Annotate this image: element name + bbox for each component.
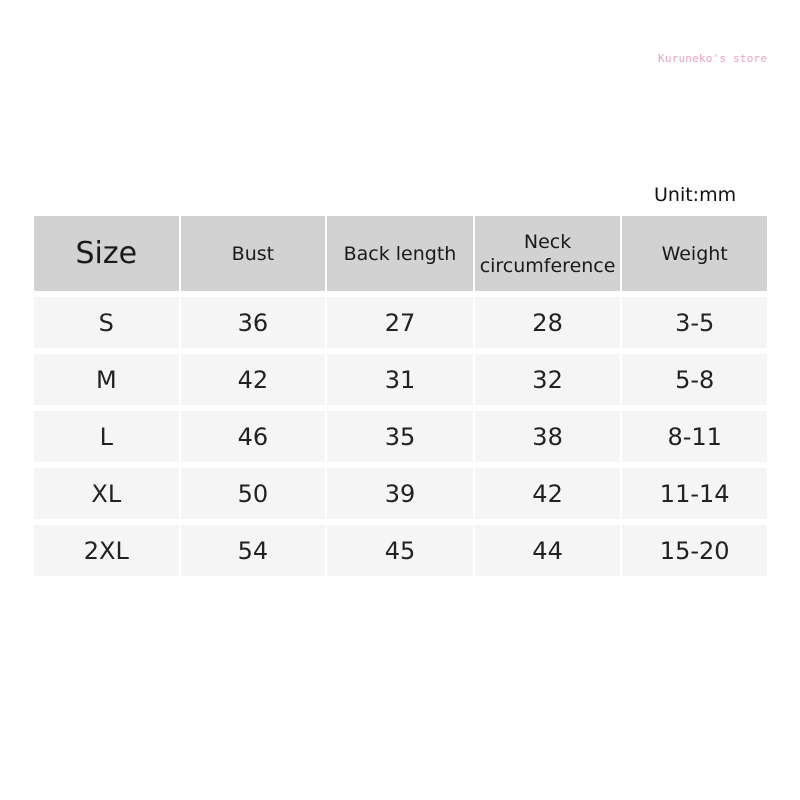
- table-row: [34, 354, 767, 405]
- header-neck-circumference: Neck circumference: [475, 216, 621, 291]
- cell-bust: 36: [181, 297, 326, 348]
- table-header-row: [34, 216, 767, 291]
- header-bust: Bust: [181, 216, 326, 291]
- header-weight: Weight: [622, 216, 767, 291]
- cell-neck-circumference: 38: [475, 411, 621, 462]
- cell-back-length: 27: [327, 297, 473, 348]
- cell-size: M: [34, 354, 179, 405]
- cell-weight: 8-11: [622, 411, 767, 462]
- table-row: [34, 411, 767, 462]
- unit-label: Unit:mm: [654, 184, 737, 206]
- cell-weight: 15-20: [622, 525, 767, 576]
- cell-bust: 42: [181, 354, 326, 405]
- cell-bust: 54: [181, 525, 326, 576]
- table-row: [34, 468, 767, 519]
- cell-bust: 46: [181, 411, 326, 462]
- cell-back-length: 39: [327, 468, 473, 519]
- table-row: [34, 297, 767, 348]
- cell-size: XL: [34, 468, 179, 519]
- size-chart-table: [34, 216, 767, 582]
- table-row: [34, 525, 767, 576]
- store-watermark: Kuruneko's store: [658, 52, 768, 65]
- cell-neck-circumference: 28: [475, 297, 621, 348]
- cell-size: L: [34, 411, 179, 462]
- cell-size: S: [34, 297, 179, 348]
- cell-weight: 5-8: [622, 354, 767, 405]
- cell-back-length: 35: [327, 411, 473, 462]
- cell-neck-circumference: 32: [475, 354, 621, 405]
- cell-neck-circumference: 44: [475, 525, 621, 576]
- cell-neck-circumference: 42: [475, 468, 621, 519]
- cell-weight: 11-14: [622, 468, 767, 519]
- cell-back-length: 45: [327, 525, 473, 576]
- cell-size: 2XL: [34, 525, 179, 576]
- cell-back-length: 31: [327, 354, 473, 405]
- header-back-length: Back length: [327, 216, 473, 291]
- cell-bust: 50: [181, 468, 326, 519]
- cell-weight: 3-5: [622, 297, 767, 348]
- header-size: Size: [34, 216, 179, 291]
